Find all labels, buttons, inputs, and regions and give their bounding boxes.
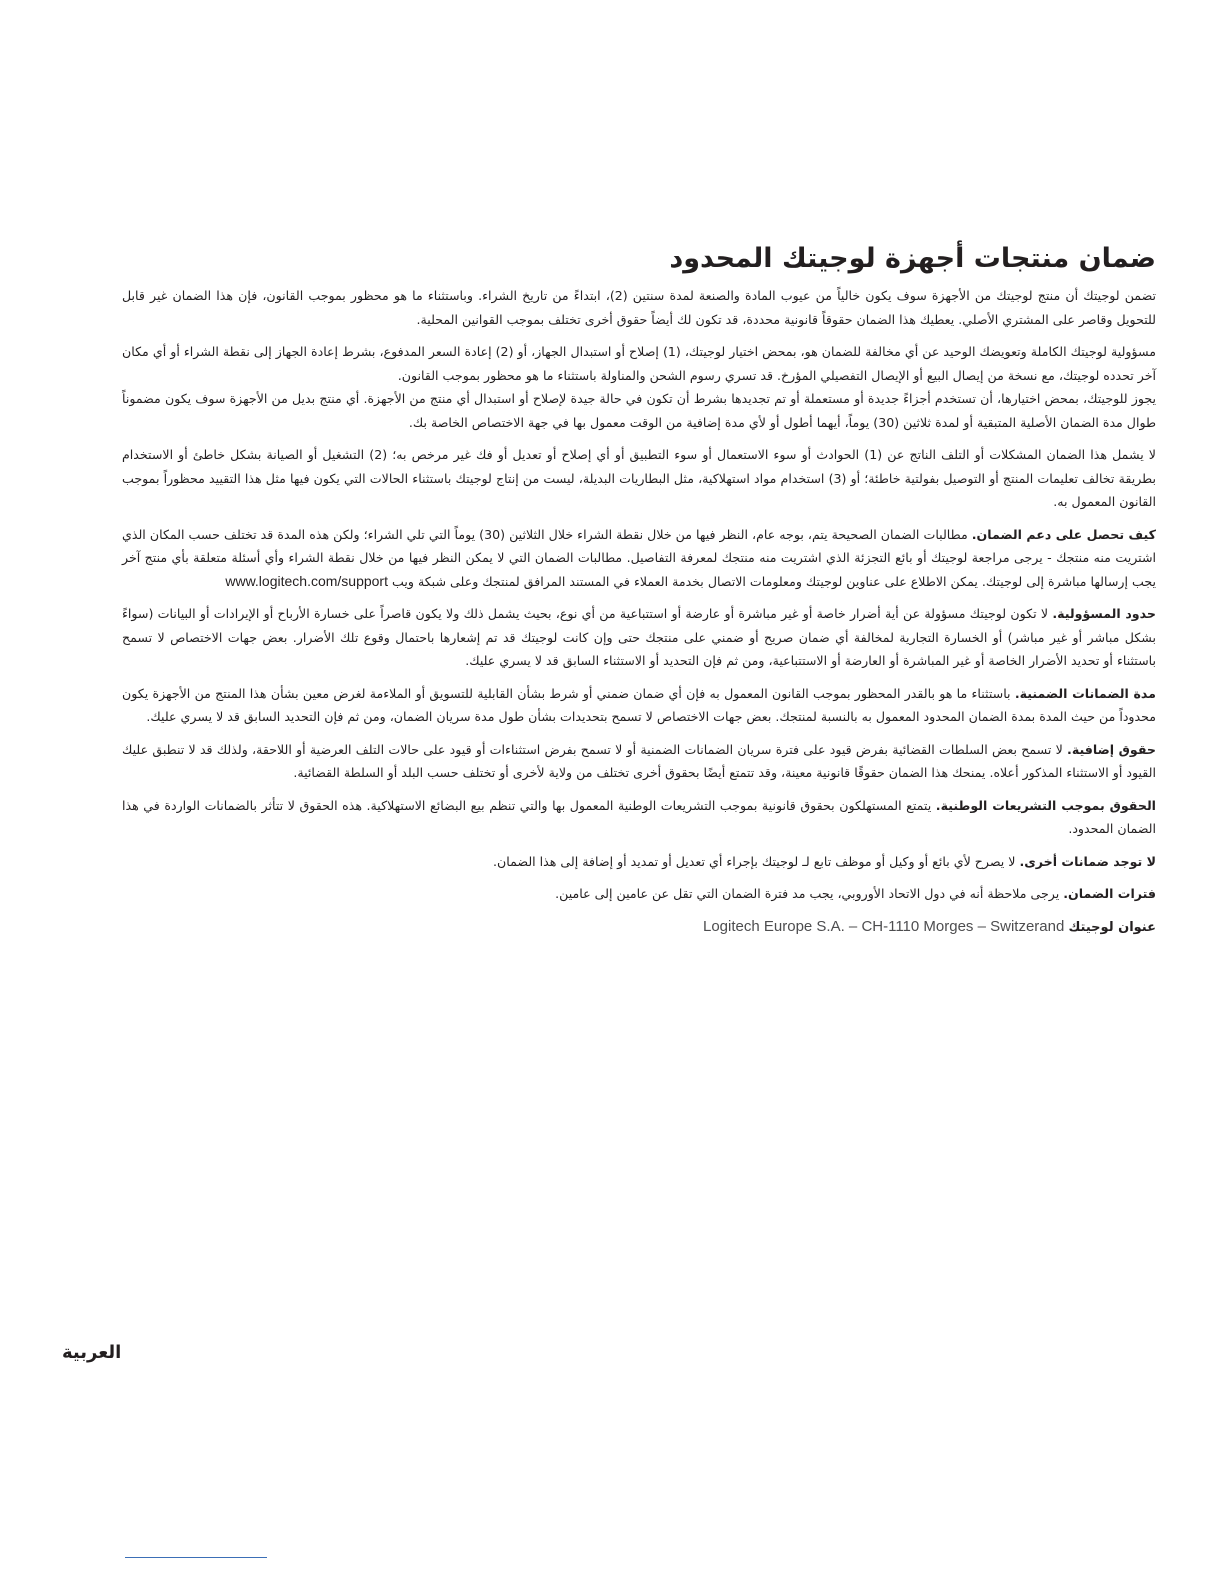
warranty-periods-body: يرجى ملاحظة أنه في دول الاتحاد الأوروبي، يجب مد فترة الضمان التي تقل عن عامين إلى عامين. (555, 886, 1064, 901)
support-body: مطالبات الضمان الصحيحة يتم، بوجه عام، النظر فيها من خلال نقطة الشراء خلال الثلاثين (30) يوماً التي تلي الشراء؛ ولكن هذه المدة قد تختلف حسب المكان الذي اشتريت منه منتجك - يرجى مراجعة لوجيتك أو بائع التجزئة الذي اشتريت منه منتجك لمعرفة التفاصيل. مطالبات الضمان التي لا يمكن النظر فيها من خلال نقطة الشراء وأي أسئلة متعلقة بأي منتج آخر يجب إرسالها مباشرة إلى لوجيتك. يمكن الاطلاع على عناوين لوجيتك ومعلومات الاتصال بخدمة العملاء في المستند المرافق لمنتجك وعلى شبكة ويب (122, 526, 1156, 589)
warranty-periods-heading: فترات الضمان. (1063, 886, 1156, 901)
support-paragraph (122, 523, 1156, 594)
national-rights-heading: الحقوق بموجب التشريعات الوطنية. (935, 797, 1156, 813)
liability-heading: حدود المسؤولية. (1052, 606, 1156, 621)
additional-rights-heading: حقوق إضافية. (1067, 741, 1156, 757)
no-other-warranties-heading: لا توجد ضمانات أخرى. (1019, 853, 1156, 869)
intro-paragraph: تضمن لوجيتك أن منتج لوجيتك من الأجهزة سوف يكون خالياً من عيوب المادة والصنعة لمدة سنتين (2)، ابتداءً من تاريخ الشراء. وباستثناء ما هو محظور بموجب القانون، فإن هذا الضمان غير قابل للتحويل وقاصر على المشتري الأصلي. يعطيك هذا الضمان حقوقاً قانونية محددة، قد تكون لك أيضاً حقوق أخرى تختلف بموجب القوانين المحلية. (122, 288, 1156, 327)
implied-warranty-paragraph (122, 682, 1156, 729)
warranty-document (122, 240, 1156, 940)
remedies-paragraph-2: يجوز للوجيتك، بمحض اختيارها، أن تستخدم أجزاءً جديدة أو مستعملة أو تم تجديدها بشرط أن تكون في حالة جيدة لإصلاح أو استبدال أي منتج من الأجهزة. أي منتج بديل من الأجهزة سوف يكون مضموناً طوال مدة الضمان الأصلية المتبقية أو لمدة ثلاثين (30) يوماً، أيهما أطول أو لأي مدة إضافية من الوقت معمول بها في جهة الاختصاص الخاصة بك. (122, 391, 1156, 430)
no-other-warranties-paragraph (122, 850, 1156, 874)
no-other-warranties-body: لا يصرح لأي بائع أو وكيل أو موظف تابع لـ لوجيتك بإجراء أي تعديل أو تمديد أو إضافة إلى هذا الضمان. (493, 853, 1020, 869)
remedies-paragraph-1: مسؤولية لوجيتك الكاملة وتعويضك الوحيد عن أي مخالفة للضمان هو، بمحض اختيار لوجيتك، (1) إصلاح أو استبدال الجهاز، أو (2) إعادة السعر المدفوع، بشرط إعادة الجهاز إلى نقطة الشراء أو أي مكان آخر تحدده لوجيتك، مع نسخة من إيصال البيع أو الإيصال التفصيلي المؤرخ. قد تسري رسوم الشحن والمناولة باستثناء ما هو محظور بموجب القانون. (122, 344, 1156, 383)
address-heading: عنوان لوجيتك (1068, 919, 1156, 935)
liability-body: لا تكون لوجيتك مسؤولة عن أية أضرار خاصة أو غير مباشرة أو عارضة أو استتباعية من أي نوع، بحيث يشمل ذلك ولا يكون قاصراً على خسارة الأرباح أو الإيرادات أو البيانات (سواءً بشكل مباشر أو غير مباشر) أو الخسارة التجارية لمخالفة أي ضمان صريح أو ضمني على منتجك حتى وإن كانت لوجيتك قد تم إشعارها باحتمال وقوع تلك الأضرار. بعض جهات الاختصاص لا تسمح باستثناء أو تحديد الأضرار الخاصة أو غير المباشرة أو العارضة أو الاستتباعية، ومن ثم فإن التحديد أو الاستثناء السابق قد لا يسري عليك. (122, 606, 1156, 668)
national-rights-paragraph (122, 794, 1156, 841)
language-label: العربية (62, 1342, 122, 1363)
address-value: Logitech Europe S.A. – CH-1110 Morges – Switzerand (703, 917, 1065, 935)
warranty-periods-paragraph (122, 882, 1156, 906)
exclusions-paragraph: لا يشمل هذا الضمان المشكلات أو التلف الناتج عن (1) الحوادث أو سوء الاستعمال أو سوء التطبيق أو أي إصلاح أو تعديل أو فك غير مرخص به؛ (2) التشغيل أو الصيانة بشكل خاطئ أو الاستخدام بطريقة تخالف تعليمات المنتج أو التوصيل بفولتية خاطئة؛ أو (3) استخدام مواد استهلاكية، مثل البطاريات البديلة، ليست من إنتاج لوجيتك باستثناء الحالات التي يكون فيها مثل هذا التقييد محظوراً بموجب القانون المعمول به. (122, 447, 1156, 509)
implied-warranty-body: باستثناء ما هو بالقدر المحظور بموجب القانون المعمول به فإن أي ضمان ضمني أو شرط بشأن القابلية للتسويق أو الملاءمة لغرض معين بشأن هذا المنتج من الأجهزة يكون محدوداً من حيث المدة بمدة الضمان المحدود المعمول به بالنسبة لمنتجك. بعض جهات الاختصاص لا تسمح بتحديدات بشأن طول مدة سريان الضمان، ومن ثم فإن التحديد السابق قد لا يسري عليك. (122, 685, 1156, 724)
footer-divider (125, 1557, 267, 1558)
liability-paragraph (122, 602, 1156, 673)
page-title: ضمان منتجات أجهزة لوجيتك المحدود (669, 243, 1156, 274)
address-line (122, 915, 1156, 940)
implied-warranty-heading: مدة الضمانات الضمنية. (1014, 685, 1156, 701)
additional-rights-paragraph (122, 738, 1156, 785)
national-rights-body: يتمتع المستهلكون بحقوق قانونية بموجب التشريعات الوطنية المعمول بها والتي تنظم بيع البضائع الاستهلاكية. هذه الحقوق لا تتأثر بالضمانات الواردة في هذا الضمان المحدود. (122, 797, 1156, 836)
additional-rights-body: لا تسمح بعض السلطات القضائية بفرض قيود على فترة سريان الضمانات الضمنية أو لا تسمح بفرض استثناءات أو قيود على حالات التلف العرضية أو اللاحقة، ولذلك قد لا تنطبق عليك القيود أو الاستثناء المذكور أعلاه. يمنحك هذا الضمان حقوقًا قانونية معينة، وقد تتمتع أيضًا بحقوق أخرى تختلف من ولاية لأخرى أو تختلف حسب البلد أو السلطة القضائية. (122, 741, 1156, 780)
support-heading: كيف تحصل على دعم الضمان. (971, 526, 1156, 542)
support-link[interactable]: www.logitech.com/support (225, 572, 388, 589)
